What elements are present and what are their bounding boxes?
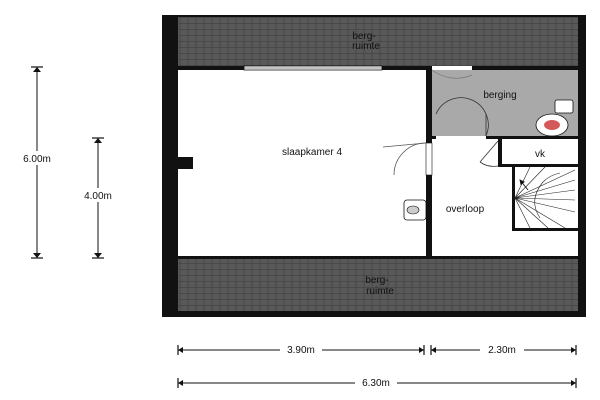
bedroom-floor [178,70,426,258]
chimney [178,157,193,169]
storage-label: berging [483,90,517,101]
storage-top-label-1: berg- [352,31,376,42]
dimension-bottom-right [431,343,576,356]
svg-text:6.00m: 6.00m [23,154,51,165]
storage-top-label-2: ruimte [352,41,380,52]
window-icon [244,66,382,70]
dimension-left-outer [16,67,58,258]
dimension-bottom-left [178,343,424,356]
landing-label: overloop [445,204,485,215]
storage-bottom-label-1: berg- [365,275,389,286]
svg-text:4.00m: 4.00m [84,191,112,202]
svg-text:3.90m: 3.90m [287,345,315,356]
dimension-left-inner [77,138,119,258]
closet-label: vk [535,149,545,160]
svg-text:2.30m: 2.30m [488,345,516,356]
stairs-icon [515,167,575,228]
storage-bottom-label-2: ruimte [366,286,394,297]
bedroom-label: slaapkamer 4 [281,147,343,158]
dimension-bottom-total [178,376,576,389]
svg-text:6.30m: 6.30m [362,378,390,389]
sink-icon [404,200,426,220]
